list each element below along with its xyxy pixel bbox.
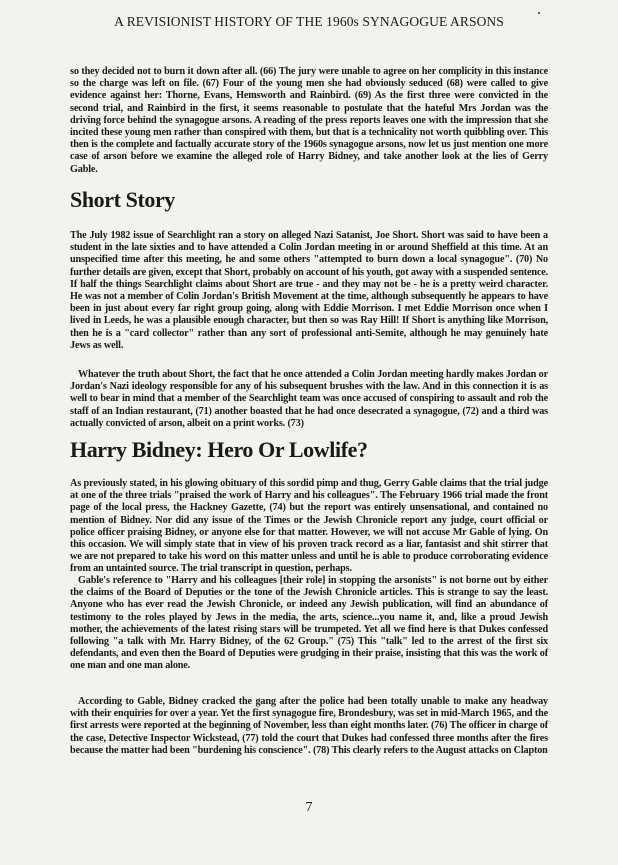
paragraph-4: As previously stated, in his glowing obituary of this sordid pimp and thug, Gerry Gable claims that the trial judge at one of the three trials "praised the work of Harry and his colleagues". The February 1966 trial made the front page of the local press, the Hackney Gazette, (74) but the report was entirely unsensational, and contained no mention of Bidney. Nor did any issue of the Times or the Jewish Chronicle report any judge, court official or police officer praising Bidney, or anyone else for that matter. However, we will not accuse Mr Gable of lying. On this occasion. We will simply state that in view of his proven track record as a liar, fantasist and shit stirrer that we are not prepared to take his word on this matter unless and until he is able to produce corroborating evidence from an untainted source. The trial transcript in question, perhaps. xyxy=(70,478,548,575)
scan-speck xyxy=(538,12,540,14)
page-number: 7 xyxy=(305,800,313,815)
paragraph-2: The July 1982 issue of Searchlight ran a story on alleged Nazi Satanist, Joe Short. Short was said to have been a student in the late sixties and to have attended a Colin Jordan meeting in or around Sheffield at this time. At an unspecified time after this meeting, he and some others "attempted to burn down a local synagogue". (70) No further details are given, except that Short, probably on account of his youth, got away with a suspended sentence. If half the things Searchlight claims about Short are true - and they may not be - he is a pretty weird character. He was not a member of Colin Jordan's British Movement at the time, although subsequently he appears to have been in just about every far right group going, along with Eddie Morrison. I met Eddie Morrison once when I lived in Leeds, he was a plausible enough character, but then so was Ray Hill! If Short is anything like Morrison, then he is a "card collector" rather than any sort of professional anti-Semite, although he may genuinely hate Jews as well. xyxy=(70,230,548,351)
paragraph-3: Whatever the truth about Short, the fact that he once attended a Colin Jordan meeting hardly makes Jordan or Jordan's Nazi ideology responsible for any of his subsequent brushes with the law. And in this connection it is as well to bear in mind that a member of the Searchlight team was once accused of conspiring to assault and rob the staff of an Indian restaurant, (71) another boasted that he had once desecrated a synagogue, (72) and a third was actually convicted of arson, albeit on a print works. (73) xyxy=(70,369,548,429)
paragraph-1: so they decided not to burn it down after all. (66) The jury were unable to agree on her complicity in this instance so the charge was left on file. (67) Four of the young men she had obviously seduced (68) were called to give evidence against her: Thorne, Evans, Hemsworth and Rainbird. (69) As the first three were convicted in the second trial, and Rainbird in the first, it seems reasonable to postulate that the hateful Mrs Jordan was the driving force behind the synagogue arsons. A reading of the press reports leaves one with the impression that she incited these young men rather than conspired with them, but that is a technicality not worth quibbling over. This then is the complete and factually accurate story of the 1960s synagogue arsons, now let us just mention one more case of arson before we examine the alleged role of Harry Bidney, and take another look at the lies of Gerry Gable. xyxy=(70,66,548,175)
section-heading-short-story: Short Story xyxy=(70,187,175,212)
paragraph-5: Gable's reference to "Harry and his colleagues [their role] in stopping the arsonists" is not borne out by either the claims of the Board of Deputies or the tone of the Jewish Chronicle articles. This is strange to say the least. Anyone who has ever read the Jewish Chronicle, or indeed any Jewish publication, will find an abundance of testimony to the roles played by Jews in the media, the arts, science...you name it, and, like a proud Jewish mother, the achievements of the latest rising stars will be trumpeted. Yet all we find here is that Dukes confessed following "a talk with Mr. Harry Bidney, of the 62 Group." (75) This "talk" led to the arrest of the first six defendants, and even then the Board of Deputies were grudging in their praise, insisting that this was the work of one man and one man alone. xyxy=(70,575,548,672)
section-heading-harry-bidney: Harry Bidney: Hero Or Lowlife? xyxy=(70,437,368,462)
paragraph-6: According to Gable, Bidney cracked the gang after the police had been totally unable to make any headway with their enquiries for over a year. Yet the first synagogue fire, Brondesbury, was set in mid-March 1965, and the first arrests were reported at the beginning of November, less than eight months later. (76) The officer in charge of the case, Detective Inspector Wickstead, (77) told the court that Dukes had confessed three months after the fires because the matter had been "burdening his conscience". (78) This clearly refers to the August attacks on Clapton xyxy=(70,696,548,756)
running-head: A REVISIONIST HISTORY OF THE 1960s SYNAGOGUE ARSONS xyxy=(114,14,504,29)
